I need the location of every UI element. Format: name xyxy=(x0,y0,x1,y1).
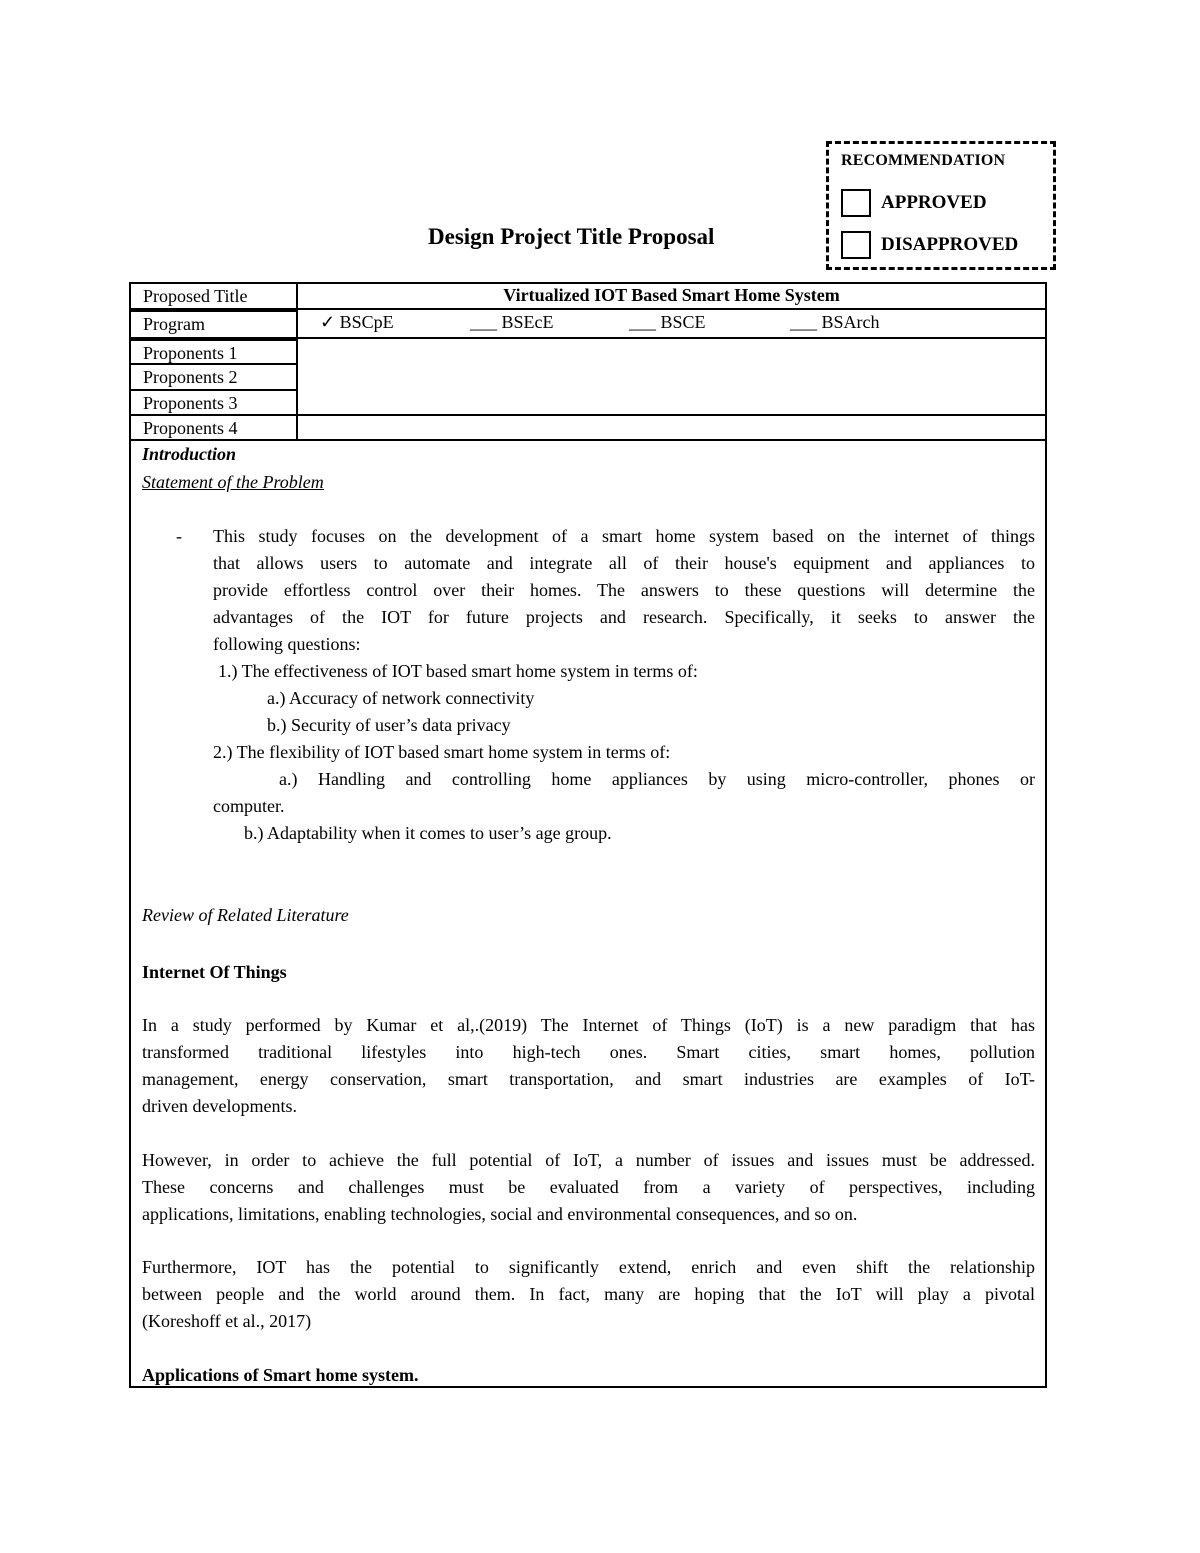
proposal-body xyxy=(129,441,1047,1388)
program-blank: ___ xyxy=(629,312,656,332)
program-label: Program xyxy=(129,310,298,339)
disapproved-label: DISAPPROVED xyxy=(881,234,1019,255)
program-option-label: BSCpE xyxy=(339,312,394,332)
disapproved-checkbox[interactable] xyxy=(841,231,871,259)
statement-line: following questions: xyxy=(213,634,361,654)
program-option-label: BSEcE xyxy=(501,312,554,332)
statement-heading: Statement of the Problem xyxy=(142,472,324,492)
statement-line: provide effortless control over their homes. The answers to these questions will determine the xyxy=(213,580,1035,600)
approved-checkbox[interactable] xyxy=(841,189,871,217)
literature-paragraph-3 xyxy=(142,1254,1035,1335)
program-option-label: BSArch xyxy=(821,312,880,332)
introduction-heading: Introduction xyxy=(142,444,237,464)
proponent-value-3[interactable] xyxy=(296,391,1047,416)
proponent-row-3 xyxy=(129,391,1047,416)
recommendation-heading: RECOMMENDATION xyxy=(841,152,1006,169)
proponent-value-2[interactable] xyxy=(296,365,1047,391)
proposed-title-value: Virtualized IOT Based Smart Home System xyxy=(503,285,840,305)
applications-heading: Applications of Smart home system. xyxy=(142,1365,419,1385)
proposed-title-label: Proposed Title xyxy=(129,282,298,310)
checkmark-icon: ✓ xyxy=(320,312,336,332)
program-option-bscpe[interactable] xyxy=(320,312,394,333)
question-2b: b.) Adaptability when it comes to user’s age group. xyxy=(244,823,612,843)
question-1a: a.) Accuracy of network connectivity xyxy=(267,688,535,708)
approved-label: APPROVED xyxy=(881,192,987,213)
paragraph-line: transformed traditional lifestyles into high-tech ones. Smart cities, smart homes, pollution xyxy=(142,1042,1035,1062)
question-2a-cont: computer. xyxy=(213,796,285,816)
iot-heading: Internet Of Things xyxy=(142,962,287,982)
paragraph-line: Furthermore, IOT has the potential to significantly extend, enrich and even shift the relationship xyxy=(142,1257,1035,1277)
statement-line: This study focuses on the development of a smart home system based on the internet of things xyxy=(213,526,1035,546)
approved-option[interactable] xyxy=(841,188,987,218)
paragraph-line: (Koreshoff et al., 2017) xyxy=(142,1311,312,1331)
document-title: Design Project Title Proposal xyxy=(428,224,715,249)
proponent-value-4[interactable] xyxy=(296,414,1047,441)
paragraph-line: between people and the world around them. In fact, many are hoping that the IoT will play a pivotal xyxy=(142,1284,1035,1304)
recommendation-box xyxy=(826,141,1056,270)
program-cell xyxy=(296,310,1047,339)
proponent-row-4 xyxy=(129,414,1047,441)
statement-paragraph xyxy=(213,523,1035,658)
program-option-bsece[interactable] xyxy=(470,312,554,333)
statement-line: advantages of the IOT for future projects and research. Specifically, it seeks to answer the xyxy=(213,607,1035,627)
program-option-bsce[interactable] xyxy=(629,312,706,333)
paragraph-line: However, in order to achieve the full potential of IoT, a number of issues and issues must be addressed. xyxy=(142,1150,1035,1170)
proponent-value-1[interactable] xyxy=(296,339,1047,365)
paragraph-line: applications, limitations, enabling technologies, social and environmental consequences, and so on. xyxy=(142,1204,858,1224)
literature-paragraph-1 xyxy=(142,1012,1035,1120)
proponent-label-3: Proponents 3 xyxy=(129,391,298,416)
paragraph-line: In a study performed by Kumar et al,.(2019) The Internet of Things (IoT) is a new paradigm that has xyxy=(142,1015,1035,1035)
question-1b: b.) Security of user’s data privacy xyxy=(267,715,511,735)
program-option-label: BSCE xyxy=(660,312,706,332)
bullet-dash: - xyxy=(176,526,182,546)
proponent-label-1: Proponents 1 xyxy=(129,339,298,365)
program-blank: ___ xyxy=(790,312,817,332)
proposed-title-row xyxy=(129,282,1047,310)
paragraph-line: These concerns and challenges must be evaluated from a variety of perspectives, including xyxy=(142,1177,1035,1197)
proposed-title-cell[interactable] xyxy=(296,282,1047,310)
program-blank: ___ xyxy=(470,312,497,332)
proponent-row-2 xyxy=(129,365,1047,391)
paragraph-line: driven developments. xyxy=(142,1096,297,1116)
proponent-row-1 xyxy=(129,339,1047,365)
proponent-label-4: Proponents 4 xyxy=(129,414,298,441)
question-2: 2.) The flexibility of IOT based smart home system in terms of: xyxy=(213,742,671,762)
question-1: 1.) The effectiveness of IOT based smart home system in terms of: xyxy=(218,661,698,681)
disapproved-option[interactable] xyxy=(841,230,1018,260)
program-option-bsarch[interactable] xyxy=(790,312,880,333)
program-row xyxy=(129,310,1047,339)
question-2a: a.) Handling and controlling home appliances by using micro-controller, phones or xyxy=(279,769,1035,789)
statement-line: that allows users to automate and integrate all of their house's equipment and appliances to xyxy=(213,553,1035,573)
literature-paragraph-2 xyxy=(142,1147,1035,1228)
proponent-label-2: Proponents 2 xyxy=(129,365,298,391)
paragraph-line: management, energy conservation, smart transportation, and smart industries are examples of IoT- xyxy=(142,1069,1035,1089)
literature-heading: Review of Related Literature xyxy=(142,905,349,925)
